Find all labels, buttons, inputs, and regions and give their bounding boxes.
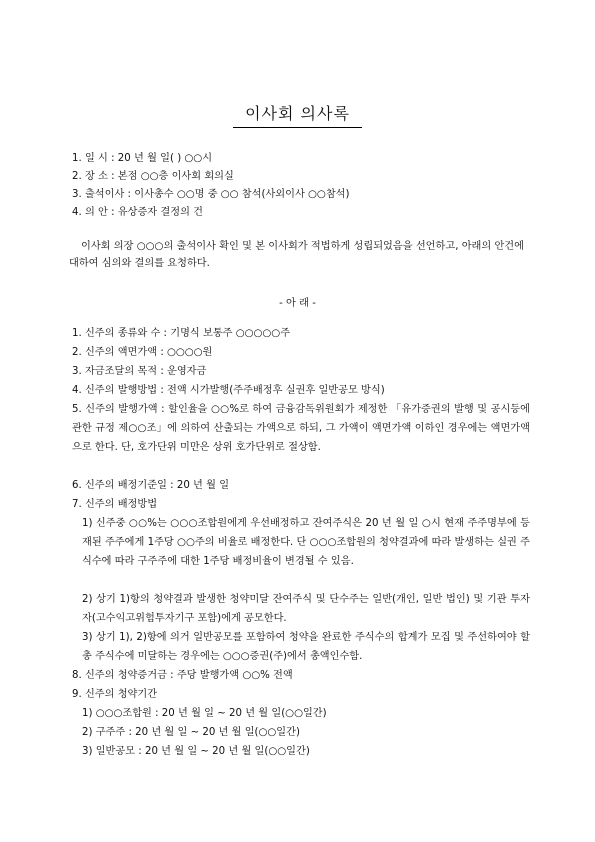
document-title: 이사회 의사록 bbox=[233, 101, 362, 128]
agenda-item-3: 3. 자금조달의 목적 : 운영자금 bbox=[72, 366, 207, 377]
header-item-attendance: 3. 출석이사 : 이사총수 ○○명 중 ○○ 참석(사외이사 ○○참석) bbox=[72, 189, 350, 200]
agenda-item-9: 9. 신주의 청약기간 bbox=[72, 689, 158, 700]
header-item-agenda: 4. 의 안 : 유상증자 결정의 건 bbox=[72, 207, 203, 218]
agenda-item-6: 6. 신주의 배정기준일 : 20 년 월 일 bbox=[72, 480, 230, 491]
agenda-item-2: 2. 신주의 액면가액 : ○○○○원 bbox=[72, 347, 213, 358]
agenda-subitem-7-3: 3) 상기 1), 2)항에 의거 일반공모를 포함하여 청약을 완료한 주식수의 합계가 모집 및 주선하여야 할 총 주식수에 미달하는 경우에는 ○○○증권(주)에서 총액인수함. bbox=[82, 632, 530, 662]
separator-heading: - 아 래 - bbox=[279, 298, 316, 309]
agenda-subitem-9-1: 1) ○○○조합원 : 20 년 월 일 ~ 20 년 월 일(○○일간) bbox=[82, 708, 327, 719]
agenda-item-5: 5. 신주의 발행가액 : 할인율을 ○○%로 하여 금융감독위원회가 제정한 「유가증권의 발행 및 공시등에 관한 규정 제○○조」에 의하여 산출되는 가액으로 하되, 그 가액이 액면가액 이하인 경우에는 액면가액으로 한다. 단, 호가단위 미만은 상위 호가단위로 절상함. bbox=[72, 404, 530, 453]
agenda-subitem-9-2: 2) 구주주 : 20 년 월 일 ~ 20 년 월 일(○○일간) bbox=[82, 727, 300, 738]
intro-paragraph: 이사회 의장 ○○○의 출석이사 확인 및 본 이사회가 적법하게 성립되었음을 선언하고, 아래의 안건에 대하여 심의와 결의를 요청하다. bbox=[69, 241, 524, 269]
agenda-subitem-7-1: 1) 신주중 ○○%는 ○○○조합원에게 우선배정하고 잔여주식은 20 년 월 일 ○시 현재 주주명부에 등재된 주주에게 1주당 ○○주의 비율로 배정한다. 단 ○○○조합원의 청약결과에 따라 발생하는 실권 주식수에 따라 구주주에 대한 1주당 배정비율이 변경될 수 있음. bbox=[82, 518, 530, 567]
header-item-date: 1. 일 시 : 20 년 월 일( ) ○○시 bbox=[72, 153, 213, 164]
agenda-item-7: 7. 신주의 배정방법 bbox=[72, 499, 158, 510]
agenda-subitem-9-3: 3) 일반공모 : 20 년 월 일 ~ 20 년 월 일(○○일간) bbox=[82, 746, 310, 757]
agenda-item-8: 8. 신주의 청약증거금 : 주당 발행가액 ○○% 전액 bbox=[72, 670, 293, 681]
header-item-place: 2. 장 소 : 본점 ○○층 이사회 회의실 bbox=[72, 171, 234, 182]
agenda-subitem-7-2: 2) 상기 1)항의 청약결과 발생한 청약미달 잔여주식 및 단수주는 일반(개인, 일반 법인) 및 기관 투자자(고수익고위험투자기구 포함)에게 공모한다. bbox=[82, 594, 530, 624]
agenda-item-4: 4. 신주의 발행방법 : 전액 시가발행(주주배정후 실권후 일반공모 방식) bbox=[72, 385, 385, 396]
agenda-item-1: 1. 신주의 종류와 수 : 기명식 보통주 ○○○○○주 bbox=[72, 328, 291, 339]
